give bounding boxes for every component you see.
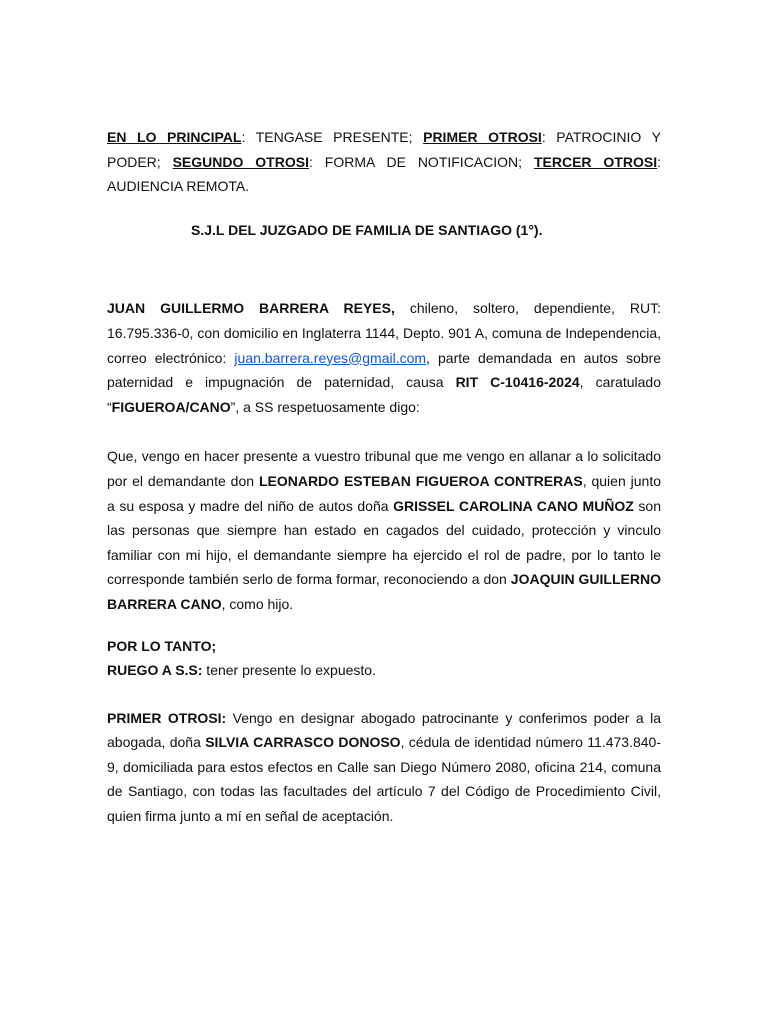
tercer-otrosi-text: : AUDIENCIA REMOTA. [107, 153, 661, 195]
document-page [107, 125, 661, 829]
body-text-1: Que, vengo en hacer presente a vuestro tribunal que me vengo en allanar a lo solicitado por el demandante don [107, 448, 661, 489]
primer-otrosi-label: PRIMER OTROSI [423, 129, 542, 145]
email-link[interactable]: juan.barrera.reyes@gmail.com [234, 349, 427, 366]
principal-label: EN LO PRINCIPAL [107, 129, 242, 145]
ruego-label: RUEGO A S.S: [107, 662, 203, 679]
body-text-4: , como hijo. [221, 595, 294, 612]
tercer-otrosi-label: TERCER OTROSI [533, 153, 658, 170]
body-paragraph [107, 444, 661, 616]
defendant-name: JUAN GUILLERMO BARRERA REYES, [107, 300, 395, 317]
segundo-otrosi-text: : FORMA DE NOTIFICACION; [308, 153, 534, 170]
segundo-otrosi-label: SEGUNDO OTROSI [172, 153, 309, 170]
case-rit: RIT C-10416-2024 [455, 374, 580, 391]
por-lo-tanto: POR LO TANTO; [107, 637, 217, 654]
primer-otrosi-text-2: , cédula de identidad número 11.473.840-9, domiciliada para estos efectos en Calle san Diego Número 2080, oficina 214, comuna de Santiago, con todas las facultades del artículo 7 del Código de Procedimiento Civil, quien firma junto a mí en señal de aceptación. [107, 734, 661, 825]
header-summary [107, 125, 661, 199]
court-title: S.J.L DEL JUZGADO DE FAMILIA DE SANTIAGO (1°). [191, 221, 543, 238]
body-text-3: son las personas que siempre han estado en cagados del cuidado, protección y vinculo familiar con mi hijo, el demandante siempre ha ejercido el rol de padre, por lo tanto le corresponde también serlo de forma formar, reconociendo a don [107, 497, 661, 588]
primer-otrosi-heading: PRIMER OTROSI: [107, 709, 227, 726]
mother-name: GRISSEL CAROLINA CANO MUÑOZ [393, 497, 634, 514]
petition-request [107, 658, 661, 683]
intro-text-1: chileno, soltero, dependiente, RUT: 16.795.336-0, con domicilio en Inglaterra 1144, Depto. 901 A, comuna de Independencia, correo electrónico: [107, 300, 661, 366]
petition-heading [107, 634, 661, 659]
body-text-2: , quien junto a su esposa y madre del niño de autos doña [107, 472, 661, 514]
plaintiff-name: LEONARDO ESTEBAN FIGUEROA CONTRERAS [258, 472, 583, 489]
case-caratula: FIGUEROA/CANO [111, 398, 231, 415]
intro-text-2: , parte demandada en autos sobre paternidad e impugnación de paternidad, causa [107, 349, 661, 391]
primer-otrosi-text-1: Vengo en designar abogado patrocinante y conferimos poder a la abogada, doña [107, 709, 661, 751]
principal-text: : TENGASE PRESENTE; [241, 129, 424, 145]
intro-paragraph [107, 296, 661, 419]
primer-otrosi-paragraph [107, 706, 661, 829]
intro-text-3: , caratulado “ [107, 374, 661, 415]
ruego-text: tener presente lo expuesto. [202, 662, 376, 679]
lawyer-name: SILVIA CARRASCO DONOSO [205, 734, 401, 751]
primer-otrosi-text: : PATROCINIO Y PODER; [107, 129, 661, 170]
intro-text-4: ”, a SS respetuosamente digo: [230, 398, 420, 415]
child-name: JOAQUIN GUILLERNO BARRERA CANO [107, 571, 661, 612]
